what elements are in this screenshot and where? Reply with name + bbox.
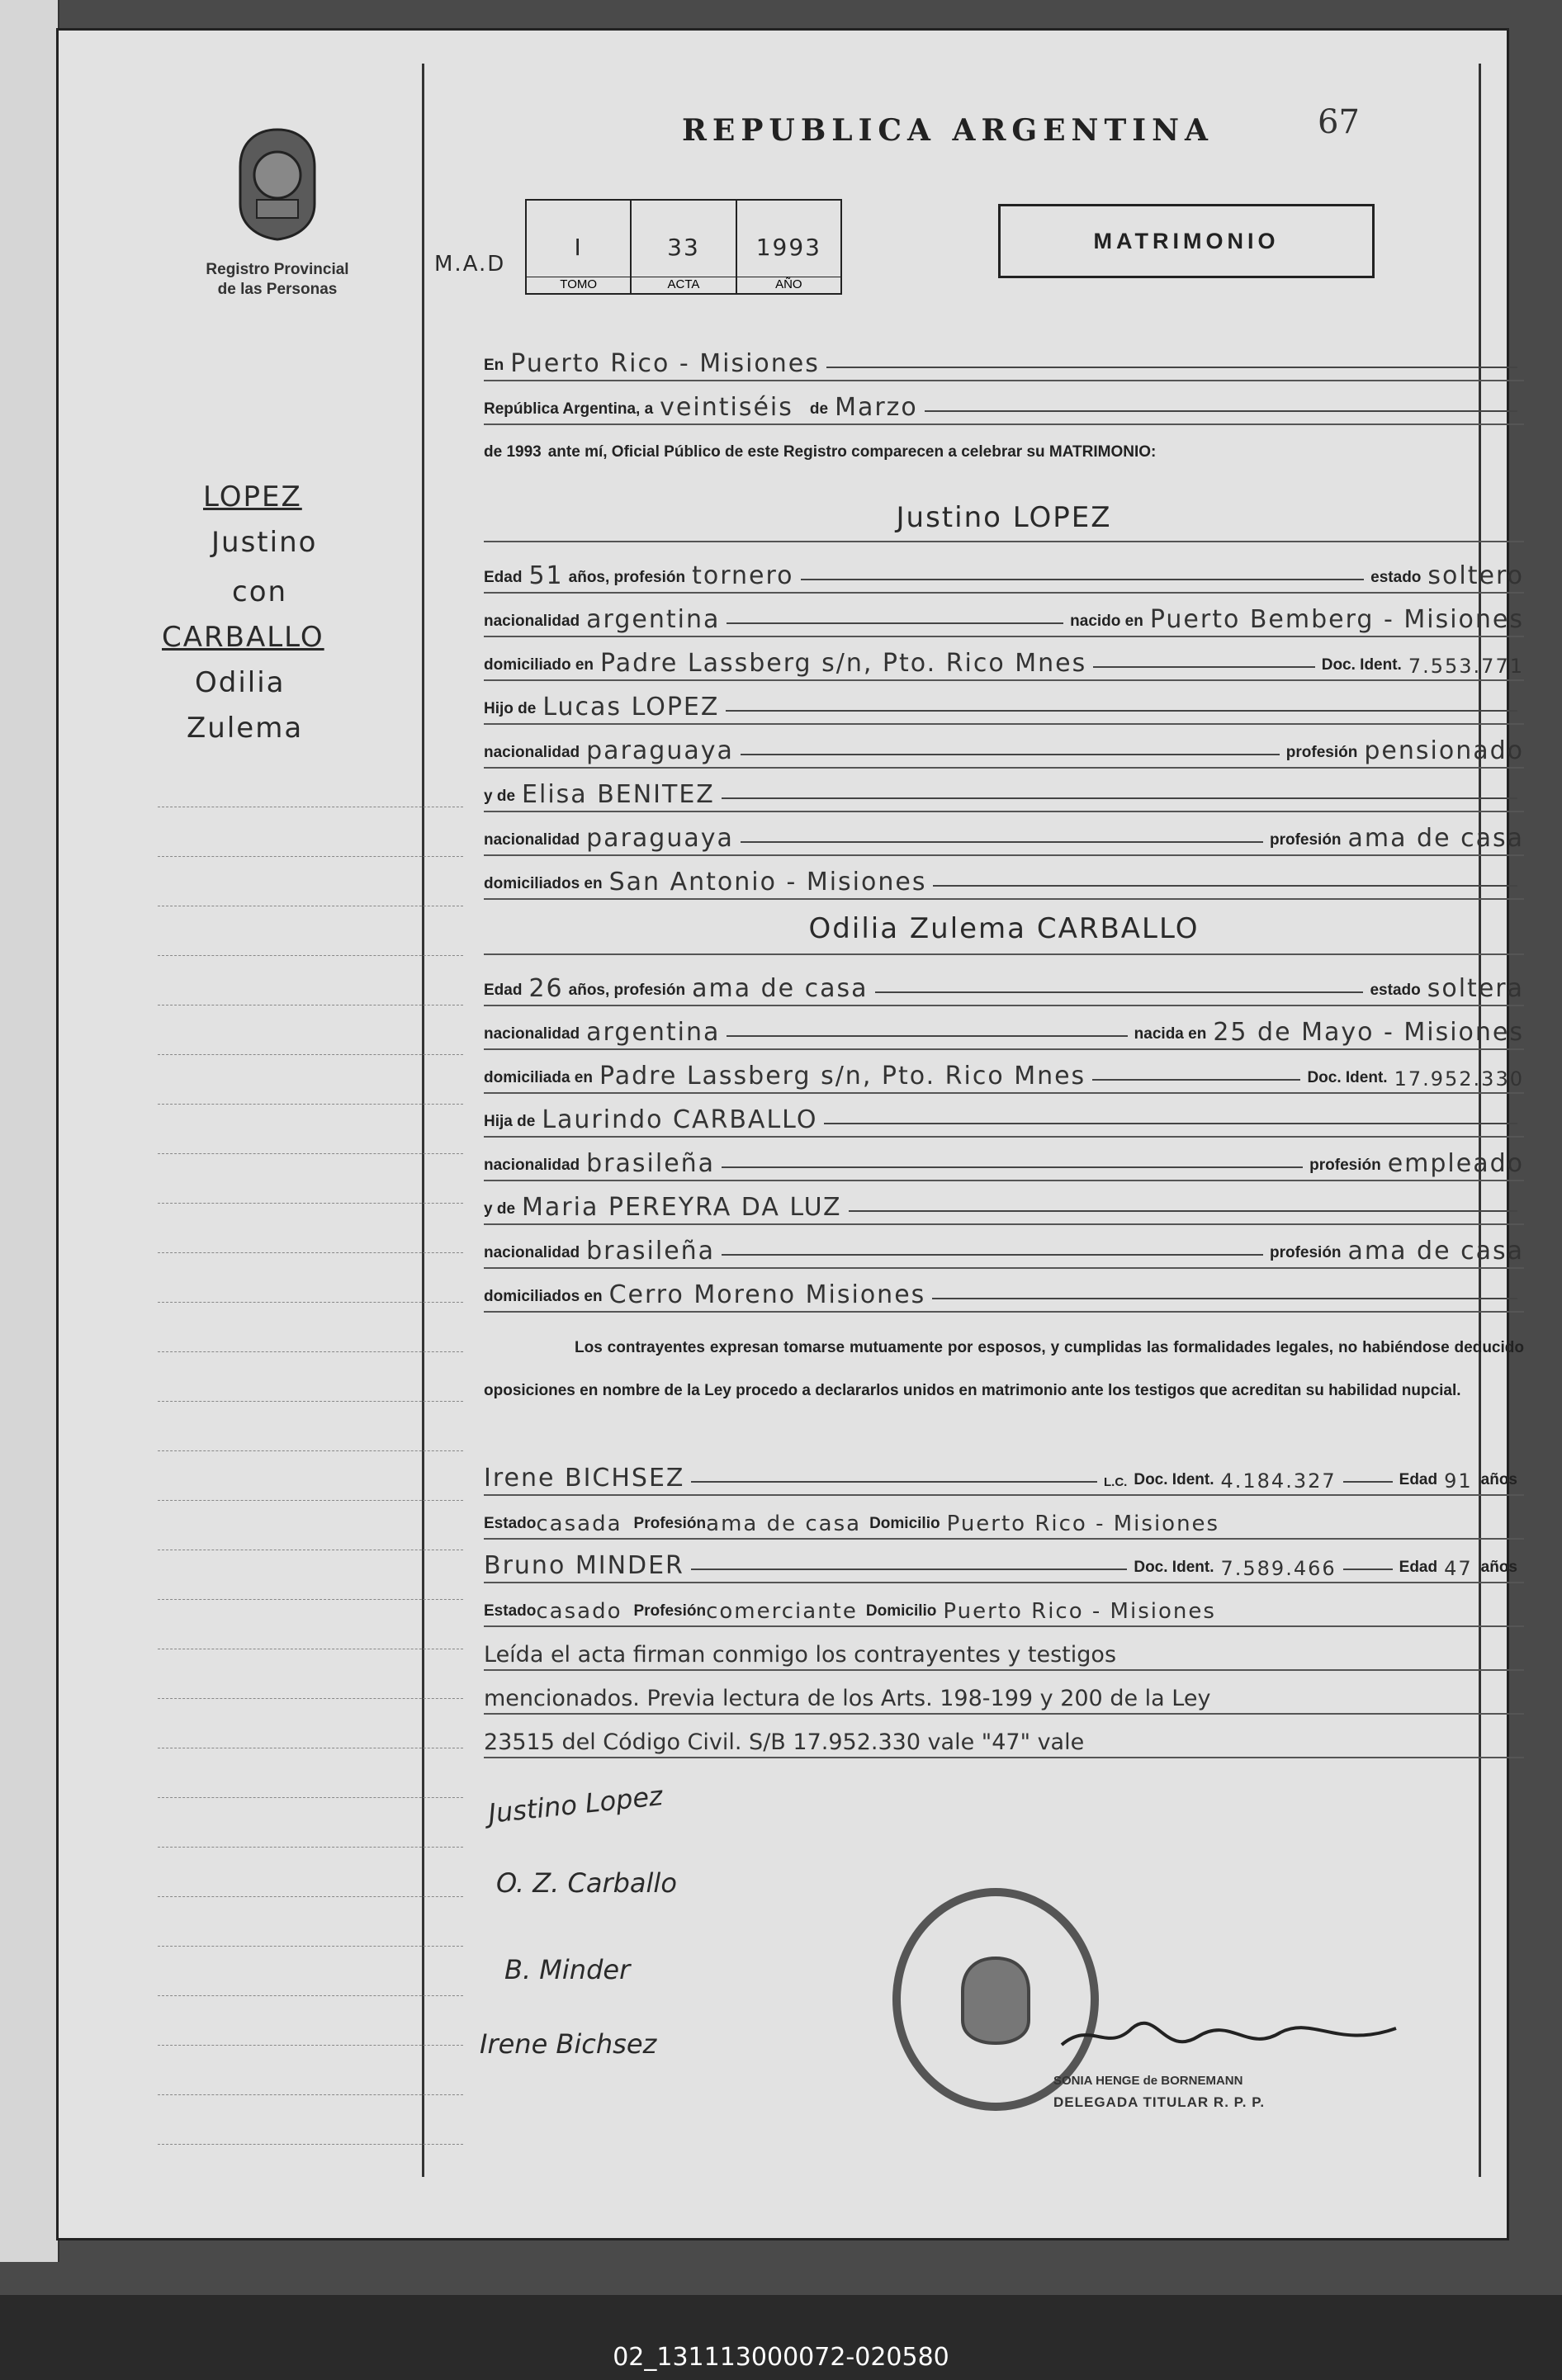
groom-nacionalidad: argentina — [586, 605, 721, 634]
bride-name-line — [484, 912, 1524, 945]
dom-label: Domicilio — [865, 1602, 937, 1620]
fill-line — [691, 1481, 1097, 1483]
witness1-doc-prefix: L.C. — [1104, 1475, 1128, 1489]
nac-label: nacionalidad — [484, 744, 580, 761]
doc-label: Doc. Ident. — [1134, 1471, 1214, 1488]
bride-nacionalidad: argentina — [586, 1018, 721, 1047]
witness2-detail-row — [484, 1586, 1524, 1627]
fill-line — [933, 885, 1517, 887]
fill-line — [727, 1035, 1127, 1037]
witness1-doc: 4.184.327 — [1220, 1469, 1337, 1493]
seal-label — [174, 260, 381, 300]
fill-line — [722, 1166, 1303, 1168]
margin-rule — [158, 1450, 463, 1451]
note-line-3: 23515 del Código Civil. S/B 17.952.330 vale "47" vale — [484, 1729, 1085, 1755]
groom-hijo-row — [484, 684, 1524, 725]
bride-madre-row — [484, 1184, 1524, 1225]
groom-dom-row — [484, 640, 1524, 681]
margin-rule — [158, 1351, 463, 1352]
groom-nac-row — [484, 596, 1524, 637]
official-signature-mark — [1058, 2012, 1404, 2068]
margin-rule — [158, 1401, 463, 1402]
stamp-emblem-icon — [958, 1954, 1033, 2045]
doms-label: domiciliados en — [484, 875, 603, 892]
edad-label: Edad — [484, 569, 523, 586]
fill-line — [722, 797, 1517, 799]
nac-label: nacionalidad — [484, 1244, 580, 1261]
separator — [484, 953, 1524, 955]
bride-name: Odilia Zulema CARBALLO — [808, 912, 1200, 945]
groom-madre: Elisa BENITEZ — [522, 780, 715, 809]
estado-label: estado — [1370, 982, 1421, 999]
doc-type-box — [998, 204, 1375, 278]
margin-rule — [158, 1302, 463, 1303]
signature-1: Justino Lopez — [486, 1780, 665, 1829]
fill-line — [1343, 1569, 1393, 1570]
bride-domicilio: Padre Lassberg s/n, Pto. Rico Mnes — [599, 1062, 1086, 1091]
witness1-domicilio: Puerto Rico - Misiones — [946, 1512, 1220, 1536]
tomo-acta-box — [525, 199, 842, 295]
edad-label: Edad — [484, 982, 523, 999]
register-page — [56, 28, 1524, 2240]
year-suffix: 93 — [523, 443, 542, 461]
groom-padres-dom-row — [484, 859, 1524, 900]
coat-of-arms-icon — [232, 125, 323, 241]
margin-rule — [158, 1500, 463, 1501]
groom-edad: 51 — [528, 561, 564, 590]
margin-name4: Odilia — [195, 666, 286, 699]
en-label: En — [484, 357, 504, 374]
margin-rule — [158, 1896, 463, 1897]
margin-name2: Justino — [211, 526, 318, 559]
nac-label: nacionalidad — [484, 613, 580, 630]
doc-label: Doc. Ident. — [1134, 1559, 1214, 1576]
bride-padres-dom: Cerro Moreno Misiones — [608, 1280, 926, 1309]
signature-scribble-icon — [1058, 2012, 1404, 2061]
witness1-estado: casada — [536, 1512, 622, 1536]
witness2-doc: 7.589.466 — [1220, 1557, 1337, 1580]
fill-line — [726, 710, 1517, 712]
witness1-name: Irene BICHSEZ — [484, 1464, 685, 1493]
fill-line — [932, 1298, 1517, 1299]
groom-madre-row — [484, 771, 1524, 812]
bride-hija-row — [484, 1096, 1524, 1138]
provincial-seal — [232, 125, 323, 241]
margin-rule — [158, 2045, 463, 2046]
margin-rule — [158, 1797, 463, 1798]
bride-madre-nac: brasileña — [586, 1237, 716, 1266]
margin-rule — [158, 1698, 463, 1699]
groom-padre-nac-row — [484, 727, 1524, 769]
fill-line — [741, 754, 1280, 755]
intro-date-row — [484, 384, 1524, 425]
anios-label: años — [1480, 1471, 1517, 1488]
witness2-estado: casado — [536, 1599, 622, 1624]
groom-padre-nac: paraguaya — [586, 736, 734, 765]
anios-label: años — [1480, 1559, 1517, 1576]
seal-line2: de las Personas — [217, 281, 338, 298]
edad-label: Edad — [1399, 1559, 1438, 1576]
bride-madre-nac-row — [484, 1228, 1524, 1269]
note-line-2: mencionados. Previa lectura de los Arts. 198-199 y 200 de la Ley — [484, 1686, 1211, 1711]
groom-name-line — [484, 501, 1524, 534]
anios-label: años, profesión — [568, 982, 686, 999]
margin-rule — [158, 2144, 463, 2145]
anio-cell — [737, 201, 840, 293]
bride-estado: soltera — [1427, 974, 1524, 1003]
bride-padres-dom-row — [484, 1271, 1524, 1313]
doc-label: Doc. Ident. — [1321, 656, 1402, 674]
groom-estado: soltero — [1427, 561, 1524, 590]
witness1-edad: 91 — [1444, 1469, 1473, 1493]
witness2-edad: 47 — [1444, 1557, 1473, 1580]
groom-nacido: Puerto Bemberg - Misiones — [1149, 605, 1524, 634]
prof-label: profesión — [1309, 1157, 1381, 1174]
doc-label: Doc. Ident. — [1307, 1069, 1388, 1086]
signature-3: B. Minder — [504, 1954, 631, 1985]
hija-label: Hija de — [484, 1113, 536, 1130]
bride-profesion: ama de casa — [692, 974, 869, 1003]
estado-label: estado — [1370, 569, 1422, 586]
fill-line — [691, 1569, 1127, 1570]
groom-doc: 7.553.771 — [1408, 655, 1524, 678]
groom-padre-prof: pensionado — [1364, 736, 1524, 765]
margin-rule — [158, 1104, 463, 1105]
anios-label: años, profesión — [568, 569, 686, 586]
prof-label: Profesión — [633, 1515, 707, 1532]
official-title: DELEGADA TITULAR R. P. P. — [1053, 2094, 1266, 2110]
groom-edad-row — [484, 552, 1524, 594]
groom-madre-nac-row — [484, 815, 1524, 856]
fill-line — [875, 991, 1364, 993]
country-title: REPUBLICA ARGENTINA — [682, 113, 1214, 148]
de-label: de — [809, 400, 829, 418]
tomo-value: I — [574, 234, 583, 261]
bride-doc: 17.952.330 — [1394, 1067, 1524, 1091]
margin-rule — [158, 1599, 463, 1600]
bride-dom-row — [484, 1053, 1524, 1094]
groom-name: Justino LOPEZ — [896, 501, 1112, 534]
margin-divider — [422, 64, 424, 2177]
witness2-name: Bruno MINDER — [484, 1551, 684, 1580]
margin-name1: LOPEZ — [203, 480, 302, 513]
fill-line — [1093, 666, 1314, 668]
anio-value: 1993 — [755, 234, 821, 261]
groom-madre-nac: paraguaya — [586, 824, 734, 853]
witness2-domicilio: Puerto Rico - Misiones — [943, 1599, 1216, 1624]
bride-edad-row — [484, 965, 1524, 1006]
margin-rule — [158, 1946, 463, 1947]
bride-madre: Maria PEREYRA DA LUZ — [522, 1193, 842, 1222]
bride-padre-nac-row — [484, 1140, 1524, 1181]
doms-label: domiciliados en — [484, 1288, 603, 1305]
groom-padre: Lucas LOPEZ — [542, 693, 720, 722]
margin-rule — [158, 1153, 463, 1154]
witness2-profesion: comerciante — [706, 1599, 858, 1624]
prof-label: profesión — [1269, 1244, 1342, 1261]
bride-nacida: 25 de Mayo - Misiones — [1213, 1018, 1524, 1047]
witness1-row — [484, 1455, 1524, 1496]
fill-line — [722, 1254, 1263, 1256]
bride-padre-nac: brasileña — [586, 1149, 716, 1178]
dom-label: domiciliado en — [484, 656, 594, 674]
official-name: SONIA HENGE de BORNEMANN — [1053, 2074, 1243, 2088]
estado-label: Estado — [484, 1602, 537, 1620]
fill-line — [801, 579, 1365, 580]
edad-label: Edad — [1399, 1471, 1438, 1488]
nacido-label: nacido en — [1070, 613, 1143, 630]
place-value: Puerto Rico - Misiones — [510, 349, 820, 378]
ref-handwritten: M.A.D — [434, 252, 506, 277]
margin-rule — [158, 1252, 463, 1253]
nac-label: nacionalidad — [484, 1157, 580, 1174]
margin-rule — [158, 1054, 463, 1055]
acta-cell — [632, 201, 736, 293]
tomo-cell — [527, 201, 632, 293]
hijo-label: Hijo de — [484, 700, 537, 717]
note-line — [484, 1673, 1524, 1715]
prof-label: profesión — [1269, 831, 1342, 849]
margin-name5: Zulema — [187, 712, 304, 745]
anio-label: AÑO — [737, 277, 840, 291]
ante-text: ante mí, Oficial Público de este Registro comparecen a celebrar su MATRIMONIO: — [547, 443, 1157, 461]
intro-place-row — [484, 340, 1524, 381]
bride-nac-row — [484, 1009, 1524, 1050]
witness2-row — [484, 1542, 1524, 1583]
groom-padres-dom: San Antonio - Misiones — [608, 868, 927, 897]
bride-padre: Laurindo CARBALLO — [542, 1105, 818, 1134]
fill-line — [849, 1210, 1517, 1212]
fill-line — [741, 841, 1263, 843]
fill-line — [1343, 1481, 1393, 1483]
signature-4: Irene Bichsez — [480, 2028, 657, 2060]
dom-label: domiciliada en — [484, 1069, 593, 1086]
republica-label: República Argentina, a — [484, 400, 654, 418]
intro-ante-row — [484, 427, 1524, 466]
margin-name3: CARBALLO — [162, 621, 324, 654]
fill-line — [826, 367, 1517, 368]
fill-line — [727, 622, 1063, 624]
nac-label: nacionalidad — [484, 1025, 580, 1043]
acta-label: ACTA — [632, 277, 735, 291]
estado-label: Estado — [484, 1515, 537, 1532]
note-line — [484, 1717, 1524, 1758]
margin-rule — [158, 955, 463, 956]
year-prefix: de 19 — [484, 443, 524, 461]
nac-label: nacionalidad — [484, 831, 580, 849]
margin-con: con — [232, 575, 288, 608]
fill-line — [925, 410, 1517, 412]
prof-label: Profesión — [633, 1602, 707, 1620]
groom-domicilio: Padre Lassberg s/n, Pto. Rico Mnes — [600, 649, 1087, 678]
margin-rule — [158, 1203, 463, 1204]
image-id-caption: 02_131113000072-020580 — [613, 2343, 949, 2372]
prof-label: profesión — [1285, 744, 1358, 761]
witness1-profesion: ama de casa — [706, 1512, 862, 1536]
groom-profesion: tornero — [692, 561, 794, 590]
acta-value: 33 — [667, 234, 700, 261]
note-line-1: Leída el acta firman conmigo los contrayentes y testigos — [484, 1642, 1117, 1668]
page-number: 67 — [1318, 103, 1360, 141]
bride-padre-prof: empleado — [1387, 1149, 1524, 1178]
separator — [484, 541, 1524, 542]
witness1-detail-row — [484, 1498, 1524, 1540]
yde-label: y de — [484, 788, 516, 805]
margin-rule — [158, 2094, 463, 2095]
signature-2: O. Z. Carballo — [496, 1867, 677, 1899]
bride-madre-prof: ama de casa — [1347, 1237, 1524, 1266]
fill-line — [1092, 1079, 1300, 1081]
dom-label: Domicilio — [869, 1515, 940, 1532]
groom-madre-prof: ama de casa — [1347, 824, 1524, 853]
yde-label: y de — [484, 1200, 516, 1218]
doc-type: MATRIMONIO — [1093, 228, 1280, 253]
seal-line1: Registro Provincial — [206, 261, 349, 278]
previous-page-edge — [0, 0, 59, 2262]
month-value: Marzo — [835, 393, 918, 422]
day-value: veintiséis — [660, 393, 793, 422]
fill-line — [824, 1123, 1517, 1124]
tomo-label: TOMO — [527, 277, 630, 291]
margin-rule — [158, 1847, 463, 1848]
declaration-text: Los contrayentes expresan tomarse mutuamente por esposos, y cumplidas las formalidades legales, no habiéndose deducido oposiciones en nombre de la Ley procedo a declararlos unidos en matrimonio ante los testigos que acreditan su habilidad nupcial. — [484, 1339, 1524, 1399]
nacida-label: nacida en — [1134, 1025, 1207, 1043]
note-line — [484, 1630, 1524, 1671]
bride-edad: 26 — [528, 974, 564, 1003]
margin-rule — [158, 1995, 463, 1996]
margin-rule — [158, 856, 463, 857]
